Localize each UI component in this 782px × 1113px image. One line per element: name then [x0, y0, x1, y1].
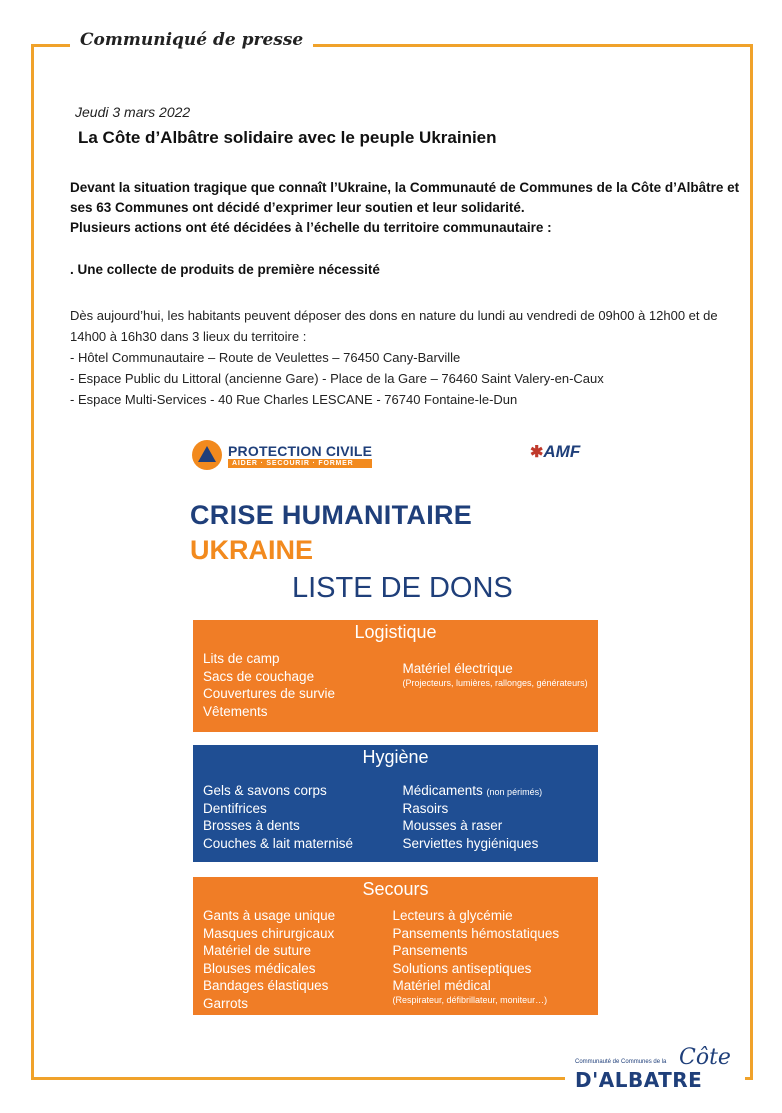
secours-box [193, 877, 598, 1015]
press-release-label: Communiqué de presse [70, 30, 313, 50]
list-item: Rasoirs [402, 800, 449, 816]
list-item-label: Médicaments [402, 783, 483, 798]
list-item: Garrots [203, 995, 249, 1011]
release-title: La Côte d’Albâtre solidaire avec le peuple Ukrainien [78, 128, 497, 147]
list-item: Pansements [392, 943, 468, 958]
list-item: Masques chirurgicaux [203, 925, 335, 941]
intro-line-1: Devant la situation tragique que connaît l’Ukraine, la Communauté de Communes de la Côte d’Albâtre et ses 63 Communes ont décidé d’exprimer leur soutien et leur solidarité. [70, 180, 740, 215]
list-item [402, 782, 592, 800]
amf-logo [530, 442, 580, 462]
list-item: Mousses à raser [402, 818, 503, 833]
logistique-box [193, 620, 598, 732]
list-item: Solutions antiseptiques [392, 960, 532, 976]
intro-line-2: Plusieurs actions ont été décidées à l’échelle du territoire communautaire : [70, 220, 552, 235]
list-item: Gels & savons corps [203, 783, 327, 798]
list-item: Pansements hémostatiques [392, 925, 560, 941]
protection-civile-logo [192, 440, 372, 470]
amf-text: AMF [543, 442, 581, 461]
intro-paragraph [70, 178, 740, 238]
list-item: Lecteurs à glycémie [392, 908, 513, 923]
list-item: Serviettes hygiéniques [402, 835, 539, 851]
list-item: Blouses médicales [203, 960, 316, 976]
list-item-note: (non périmés) [486, 787, 543, 797]
release-date: Jeudi 3 mars 2022 [75, 104, 191, 120]
list-item: Dentifrices [203, 800, 267, 816]
logistique-title: Logistique [354, 622, 437, 642]
poster-heading-2: UKRAINE [190, 535, 314, 565]
list-item: Matériel médical [392, 978, 491, 993]
body-text [70, 305, 740, 410]
list-item-note: (Projecteurs, lumières, rallonges, générateurs) [402, 677, 588, 688]
list-item: Bandages élastiques [203, 978, 329, 993]
amf-icon: ✱ [530, 444, 544, 461]
logo-small-text: Communauté de Communes de la [575, 1059, 667, 1065]
list-item: Sacs de couchage [203, 668, 315, 684]
protection-civile-icon [192, 440, 222, 470]
donation-poster [190, 430, 610, 1030]
section-heading: . Une collecte de produits de première nécessité [70, 262, 380, 277]
cote-albatre-logo [575, 1042, 745, 1092]
body-paragraph: Dès aujourd’hui, les habitants peuvent déposer des dons en nature du lundi au vendredi de 09h00 à 12h00 et de 14h00 à 16h30 dans 3 lieux du territoire : [70, 308, 718, 344]
hygiene-title: Hygiène [362, 747, 429, 767]
list-item: Matériel de suture [203, 943, 312, 958]
list-item: Brosses à dents [203, 818, 300, 833]
list-item: Lits de camp [203, 651, 280, 666]
list-item: Vêtements [203, 703, 268, 719]
location-1: - Hôtel Communautaire – Route de Veulettes – 76450 Cany-Barville [70, 350, 461, 365]
poster-heading-1: CRISE HUMANITAIRE [190, 500, 473, 530]
logo-cote-word: Côte [679, 1045, 731, 1070]
hygiene-box [193, 745, 598, 862]
list-item: Matériel électrique [402, 661, 513, 676]
pc-subtitle: AIDER · SECOURIR · FORMER [228, 459, 372, 468]
list-item: Couvertures de survie [203, 686, 336, 701]
logo-main-text: D'ALBATRE [575, 1068, 703, 1092]
pc-title: PROTECTION CIVILE [228, 442, 373, 459]
list-item-note: (Respirateur, défibrillateur, moniteur…) [392, 994, 548, 1005]
list-item: Couches & lait maternisé [203, 835, 354, 851]
poster-heading-3: LISTE DE DONS [292, 572, 513, 604]
list-item: Gants à usage unique [203, 908, 336, 923]
secours-title: Secours [362, 879, 429, 899]
location-3: - Espace Multi-Services - 40 Rue Charles LESCANE - 76740 Fontaine-le-Dun [70, 392, 518, 407]
location-2: - Espace Public du Littoral (ancienne Gare) - Place de la Gare – 76460 Saint Valery-en-Caux [70, 371, 604, 386]
